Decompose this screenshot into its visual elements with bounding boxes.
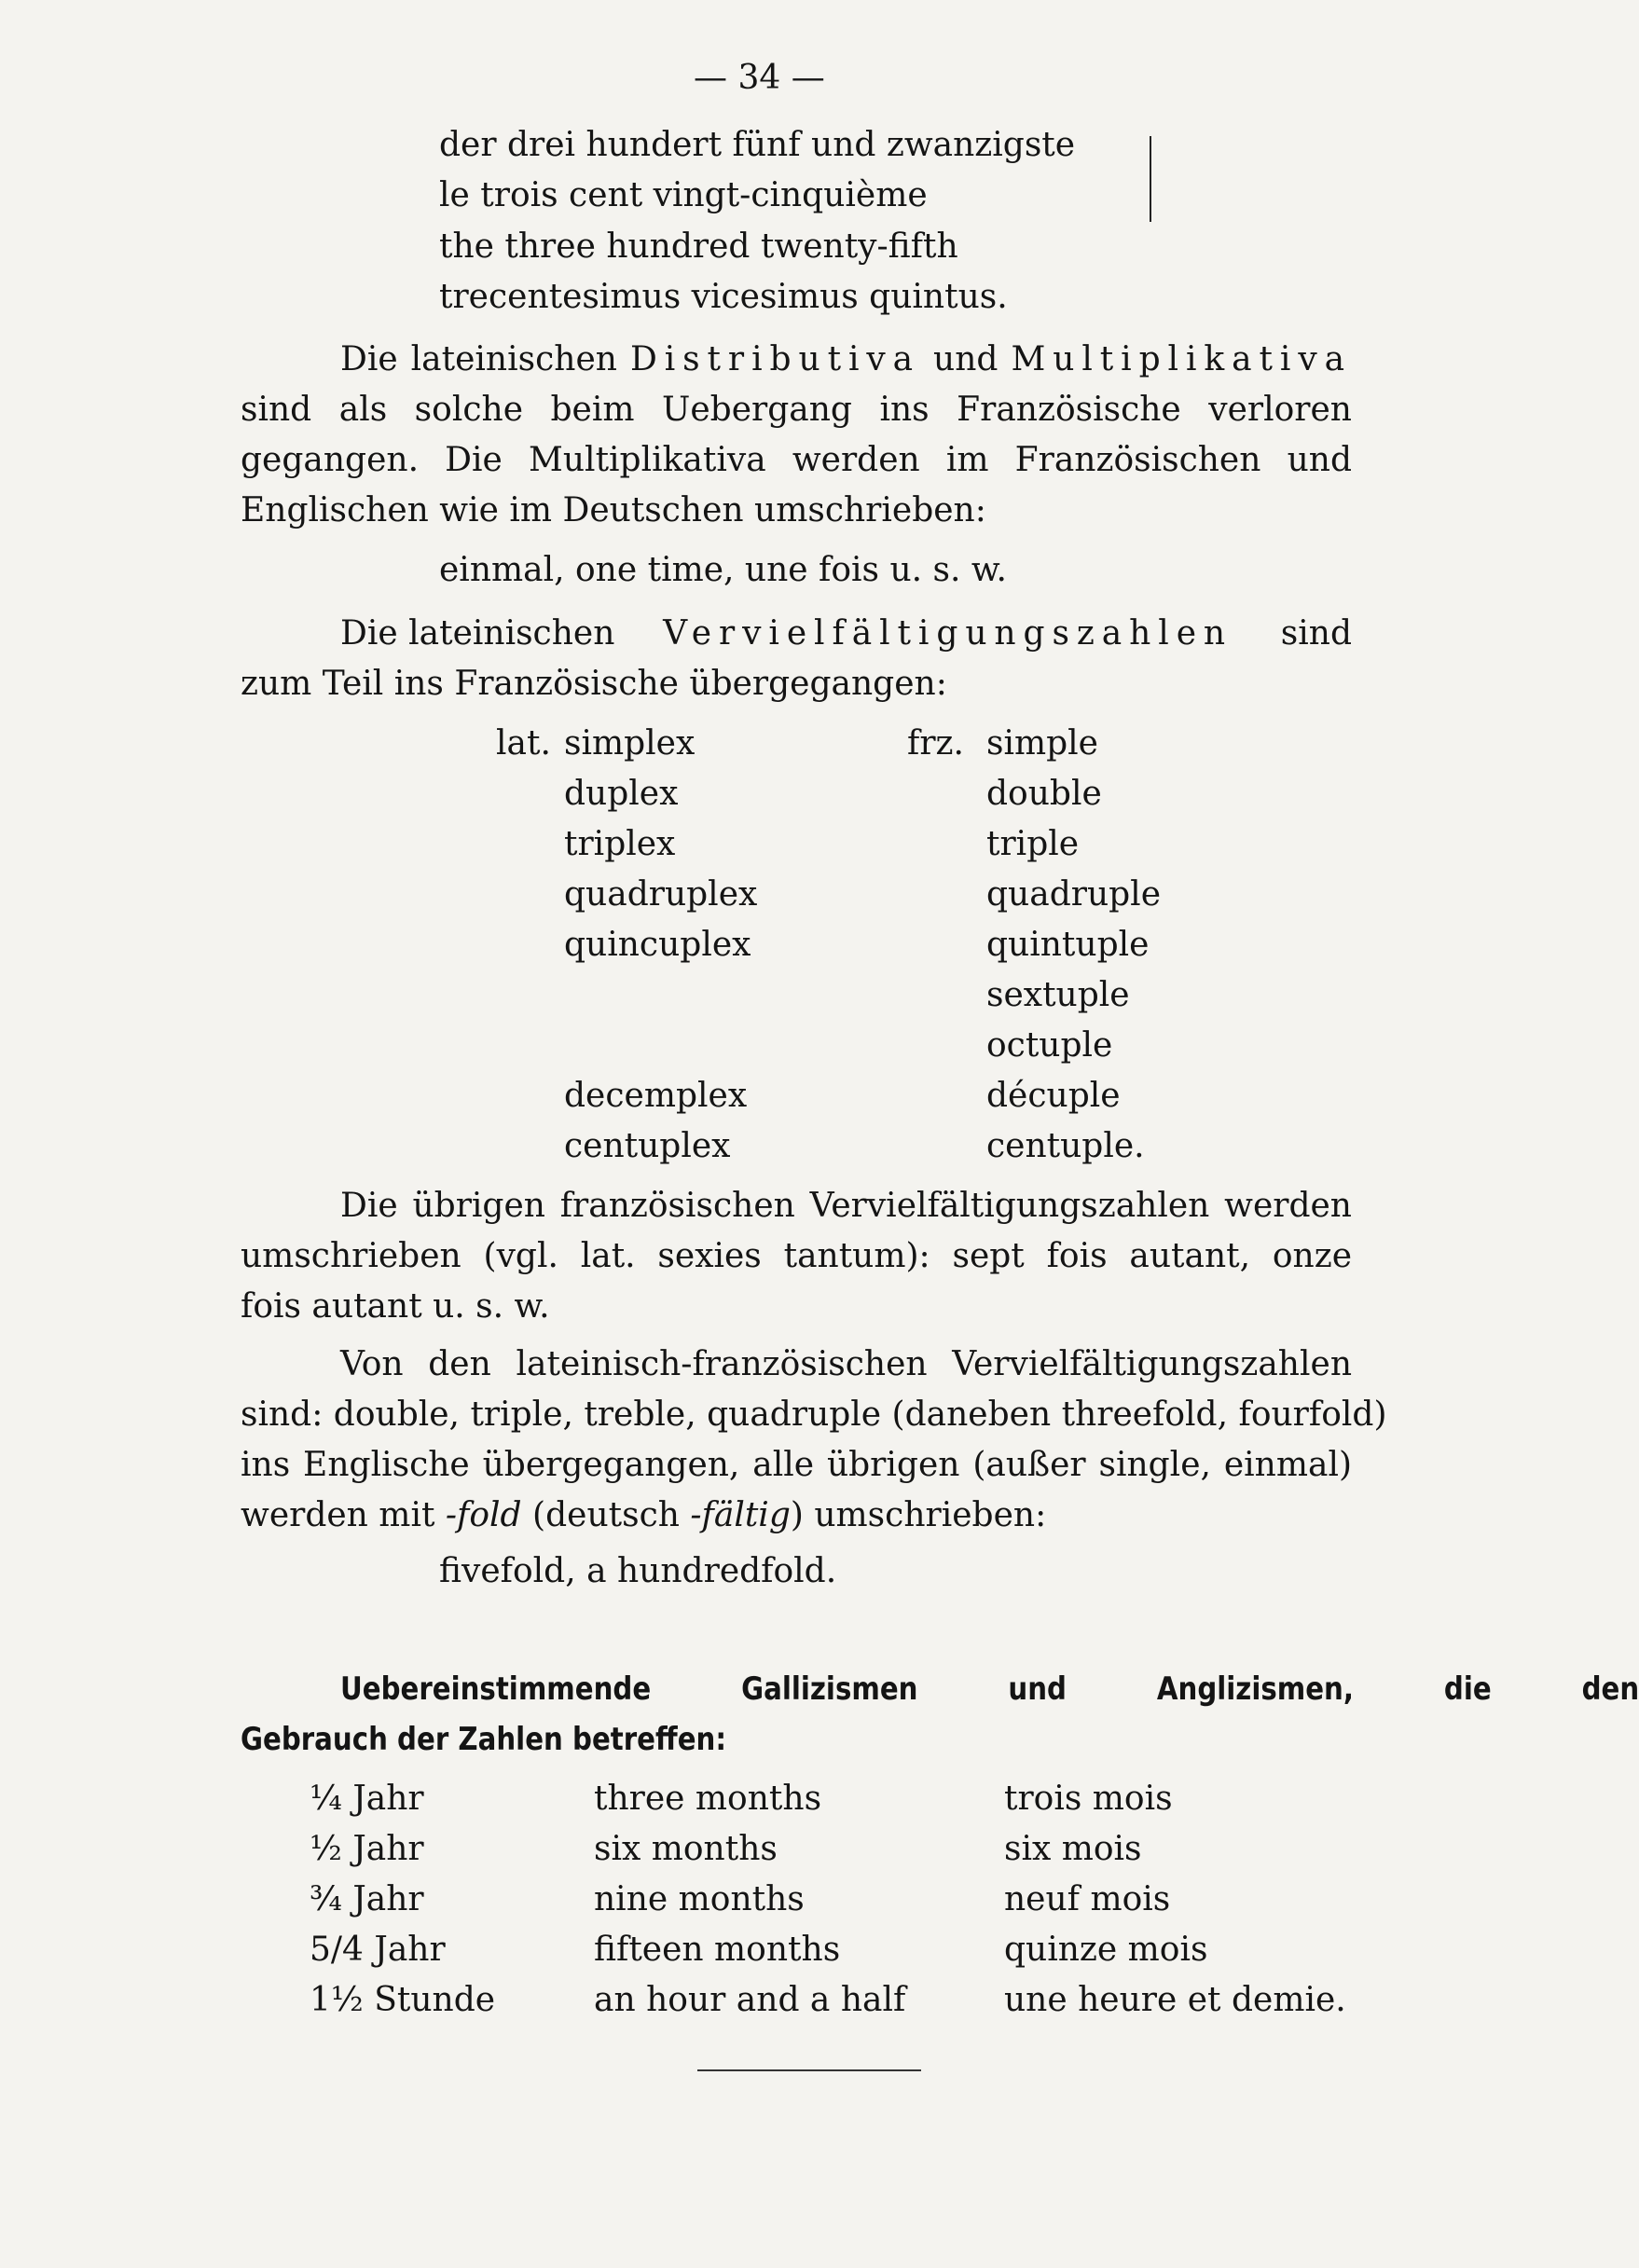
grouping-bracket — [1150, 136, 1151, 222]
para2-text: sind — [1280, 614, 1352, 653]
frz-double: double — [986, 775, 1102, 813]
ordinal-latin: trecentesimus vicesimus quintus. — [439, 278, 1008, 316]
para4-line3: ins Englische übergegangen, alle übrigen (außer single, einmal) — [241, 1446, 1352, 1484]
suffix-fold: -fold — [445, 1496, 522, 1534]
end-rule — [697, 2069, 921, 2071]
frz-octuple: octuple — [986, 1026, 1113, 1065]
term-multiplikativa: Multiplikativa — [1011, 340, 1352, 378]
frz-label: frz. — [907, 724, 964, 763]
para4-text: (deutsch — [521, 1496, 691, 1534]
time-de-3: 5/4 Jahr — [310, 1931, 446, 1969]
section-heading-line2: Gebrauch der Zahlen betreffen: — [241, 1721, 727, 1758]
time-fr-0: trois mois — [1004, 1780, 1173, 1818]
time-en-4: an hour and a half — [594, 1981, 906, 2019]
term-vervielfaeltigungszahlen: Vervielfältigungszahlen — [663, 614, 1233, 653]
para1-line2: sind als solche beim Uebergang ins Französische verloren — [241, 391, 1352, 429]
para1-line4: Englischen wie im Deutschen umschrieben: — [241, 491, 986, 529]
page-number: — 34 — — [694, 59, 825, 97]
para4-line4 — [241, 1495, 1046, 1536]
para2-line2: zum Teil ins Französische übergegangen: — [241, 665, 947, 703]
frz-quadruple: quadruple — [986, 875, 1161, 914]
para1-text: und — [920, 340, 1012, 378]
frz-triple: triple — [986, 825, 1080, 863]
para4-example: fivefold, a hundredfold. — [439, 1552, 837, 1590]
frz-decuple: décuple — [986, 1077, 1121, 1115]
time-de-2: ¾ Jahr — [310, 1880, 424, 1918]
time-fr-4: une heure et demie. — [1004, 1981, 1346, 2019]
para4-text: ) umschrieben: — [790, 1496, 1047, 1534]
ordinal-french: le trois cent vingt-cinquième — [439, 176, 928, 214]
frz-sextuple: sextuple — [986, 976, 1130, 1014]
para1-line3: gegangen. Die Multiplikativa werden im Französischen und — [241, 441, 1352, 479]
frz-centuple: centuple. — [986, 1127, 1145, 1165]
lat-triplex: triplex — [564, 825, 676, 863]
para3-line1: Die übrigen französischen Vervielfältigungszahlen werden — [340, 1187, 1352, 1225]
frz-quintuple: quintuple — [986, 926, 1150, 964]
time-de-0: ¼ Jahr — [310, 1780, 424, 1818]
para1-text: Die lateinischen — [340, 340, 630, 378]
ordinal-english: the three hundred twenty-fifth — [439, 227, 958, 266]
time-fr-3: quinze mois — [1004, 1931, 1208, 1969]
section-heading-line1: Uebereinstimmende Gallizismen und Anglizismen, die den — [340, 1670, 1639, 1708]
lat-simplex: simplex — [564, 724, 696, 763]
para1-line1 — [340, 339, 1352, 380]
lat-quincuplex: quincuplex — [564, 926, 751, 964]
time-en-3: fifteen months — [594, 1931, 841, 1969]
time-en-0: three months — [594, 1780, 822, 1818]
time-en-1: six months — [594, 1830, 778, 1868]
lat-decemplex: decemplex — [564, 1077, 748, 1115]
para4-text: werden mit — [241, 1496, 446, 1534]
time-de-1: ½ Jahr — [310, 1830, 424, 1868]
para4-line2: sind: double, triple, treble, quadruple (daneben threefold, fourfold) — [241, 1395, 1387, 1434]
para2-line1 — [340, 613, 1352, 654]
time-de-4: 1½ Stunde — [310, 1981, 496, 2019]
para4-line1: Von den lateinisch-französischen Vervielfältigungszahlen — [340, 1345, 1352, 1383]
term-distributiva: Distributiva — [629, 340, 921, 378]
para3-line2: umschrieben (vgl. lat. sexies tantum): sept fois autant, onze — [241, 1237, 1352, 1275]
para2-text: Die lateinischen — [340, 614, 615, 653]
lat-quadruplex: quadruplex — [564, 875, 758, 914]
lat-duplex: duplex — [564, 775, 679, 813]
ordinal-german: der drei hundert fünf und zwanzigste — [439, 126, 1076, 164]
para1-example: einmal, one time, une fois u. s. w. — [439, 551, 1007, 589]
time-en-2: nine months — [594, 1880, 805, 1918]
suffix-faeltig: -fältig — [690, 1496, 791, 1534]
time-fr-1: six mois — [1004, 1830, 1142, 1868]
lat-label: lat. — [496, 724, 551, 763]
frz-simple: simple — [986, 724, 1098, 763]
time-fr-2: neuf mois — [1004, 1880, 1171, 1918]
para3-line3: fois autant u. s. w. — [241, 1287, 550, 1326]
lat-centuplex: centuplex — [564, 1127, 731, 1165]
